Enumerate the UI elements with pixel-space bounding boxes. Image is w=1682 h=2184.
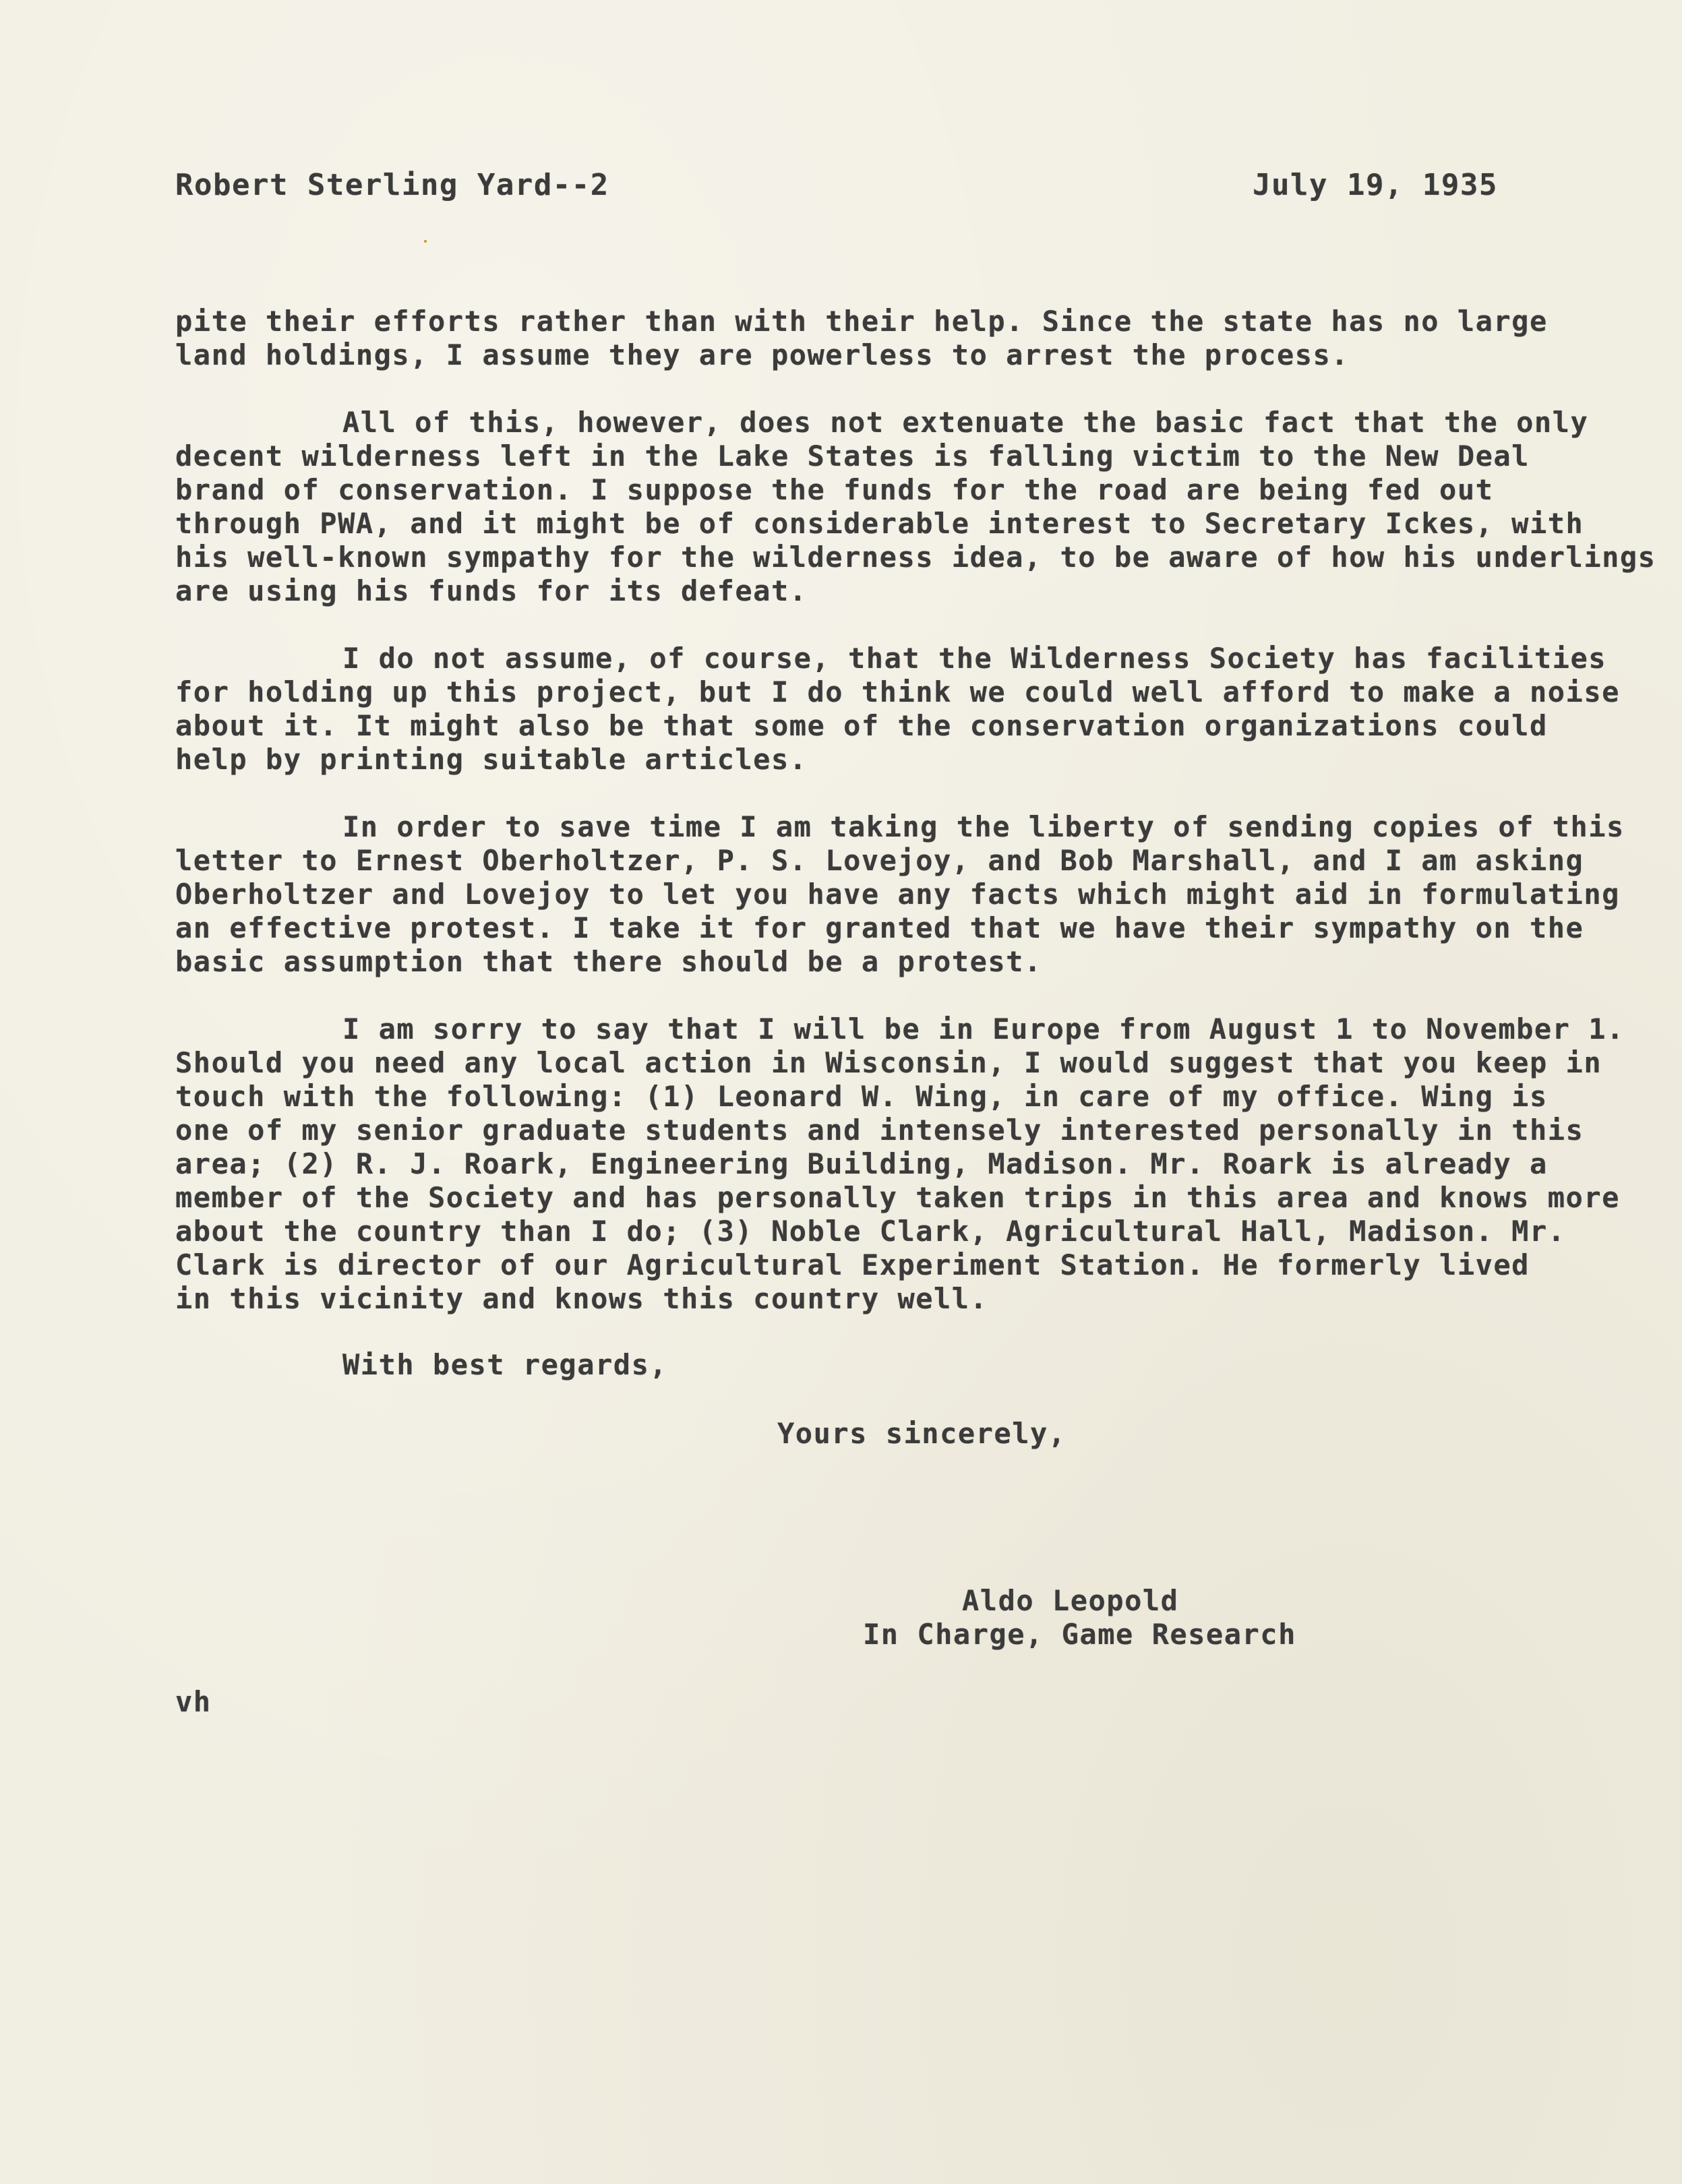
body-line: decent wilderness left in the Lake States is falling victim to the New Deal [175,439,1530,473]
body-line: about it. It might also be that some of the conservation organizations could [175,709,1548,742]
body-line: pite their efforts rather than with their help. Since the state has no large [175,305,1548,338]
body-line: Oberholtzer and Lovejoy to let you have any facts which might aid in formulating [175,878,1620,911]
body-line: I am sorry to say that I will be in Europe from August 1 to November 1. [342,1012,1625,1045]
body-line: an effective protest. I take it for granted that we have their sympathy on the [175,911,1584,944]
body-line: about the country than I do; (3) Noble Clark, Agricultural Hall, Madison. Mr. [175,1215,1566,1248]
body-line: In order to save time I am taking the liberty of sending copies of this [342,810,1625,843]
body-line: basic assumption that there should be a protest. [175,945,1042,978]
body-line: his well-known sympathy for the wilderness idea, to be aware of how his underlings [175,541,1656,574]
body-line: member of the Society and has personally taken trips in this area and knows more [175,1181,1620,1214]
body-line: brand of conservation. I suppose the funds for the road are being fed out [175,473,1494,506]
body-line: touch with the following: (1) Leonard W. Wing, in care of my office. Wing is [175,1080,1548,1113]
signature-name: Aldo Leopold [962,1584,1179,1617]
body-line: land holdings, I assume they are powerless to arrest the process. [175,338,1350,371]
body-line: in this vicinity and knows this country well. [175,1282,988,1315]
body-line: I do not assume, of course, that the Wilderness Society has facilities [342,642,1607,675]
paper-speck [424,240,427,243]
closing-sincerely: Yours sincerely, [777,1417,1067,1450]
body-line: Clark is director of our Agricultural Experiment Station. He formerly lived [175,1248,1530,1281]
closing-regards: With best regards, [342,1348,668,1381]
body-line: Should you need any local action in Wisconsin, I would suggest that you keep in [175,1046,1602,1079]
page-header-addressee: Robert Sterling Yard--2 [175,168,609,202]
body-line: are using his funds for its defeat. [175,574,808,607]
body-line: for holding up this project, but I do think we could well afford to make a noise [175,675,1620,708]
body-line: letter to Ernest Oberholtzer, P. S. Lovejoy, and Bob Marshall, and I am asking [175,844,1584,877]
body-line: help by printing suitable articles. [175,743,808,776]
body-line: through PWA, and it might be of considerable interest to Secretary Ickes, with [175,507,1584,540]
signature-title: In Charge, Game Research [863,1618,1296,1651]
body-line: one of my senior graduate students and intensely interested personally in this [175,1114,1584,1147]
body-line: All of this, however, does not extenuate the basic fact that the only [342,406,1589,439]
body-line: area; (2) R. J. Roark, Engineering Building, Madison. Mr. Roark is already a [175,1147,1548,1180]
typist-initials: vh [175,1685,212,1718]
page-header-date: July 19, 1935 [1253,168,1498,202]
